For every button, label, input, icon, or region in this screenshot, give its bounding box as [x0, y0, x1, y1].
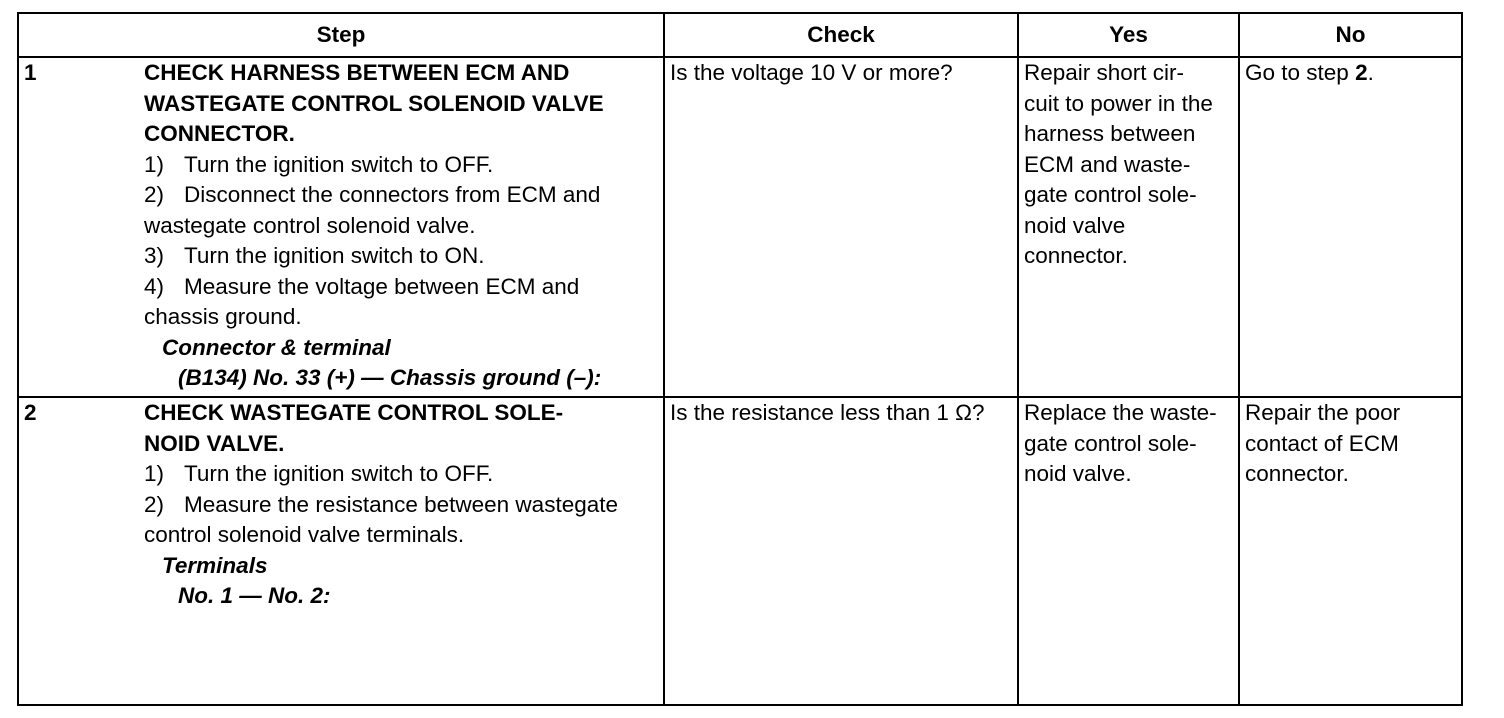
step-number: 1 — [24, 60, 37, 85]
check-cell: Is the voltage 10 V or more? — [664, 57, 1018, 397]
step-cell — [18, 397, 664, 705]
diagnostic-table — [17, 12, 1463, 706]
step-title-line: WASTEGATE CONTROL SOLENOID VALVE — [144, 90, 604, 116]
step-title-line: CONNECTOR. — [144, 121, 295, 146]
spec-value: (B134) No. 33 (+) — Chassis ground (–): — [178, 365, 602, 390]
no-cell: Go to step 2. — [1239, 57, 1462, 397]
table-row — [18, 57, 1462, 397]
substep: 1) Turn the ignition switch to OFF. — [144, 461, 494, 486]
spec-label: Terminals — [162, 552, 268, 578]
step-title-line: NOID VALVE. — [144, 430, 285, 456]
substep-continuation: control solenoid valve terminals. — [144, 522, 465, 547]
yes-cell: Repair short cir- cuit to power in the harness between ECM and waste- gate control sole- noid valve connector. — [1018, 57, 1239, 397]
header-step: Step — [18, 13, 664, 57]
step-title-line: CHECK HARNESS BETWEEN ECM AND — [144, 60, 570, 85]
no-cell: Repair the poor contact of ECM connector. — [1239, 397, 1462, 705]
substep-continuation: wastegate control solenoid valve. — [144, 212, 476, 238]
substep-continuation: chassis ground. — [144, 304, 302, 329]
header-yes: Yes — [1018, 13, 1239, 57]
table-row — [18, 397, 1462, 705]
substep: 2) Disconnect the connectors from ECM and — [144, 182, 601, 207]
header-check: Check — [664, 13, 1018, 57]
substep: 2) Measure the resistance between wastegate — [144, 491, 619, 517]
substep: 4) Measure the voltage between ECM and — [144, 273, 580, 299]
header-row — [18, 13, 1462, 57]
check-cell: Is the resistance less than 1 Ω? — [664, 397, 1018, 705]
header-no: No — [1239, 13, 1462, 57]
step-reference: 2 — [1355, 60, 1368, 85]
yes-cell: Replace the waste- gate control sole- noid valve. — [1018, 397, 1239, 705]
substep: 1) Turn the ignition switch to OFF. — [144, 151, 494, 177]
spec-value: No. 1 — No. 2: — [178, 583, 331, 608]
step-title-line: CHECK WASTEGATE CONTROL SOLE- — [144, 400, 564, 425]
step-cell — [18, 57, 664, 397]
substep: 3) Turn the ignition switch to ON. — [144, 243, 485, 268]
step-number: 2 — [24, 400, 37, 425]
spec-label: Connector & terminal — [162, 334, 391, 360]
